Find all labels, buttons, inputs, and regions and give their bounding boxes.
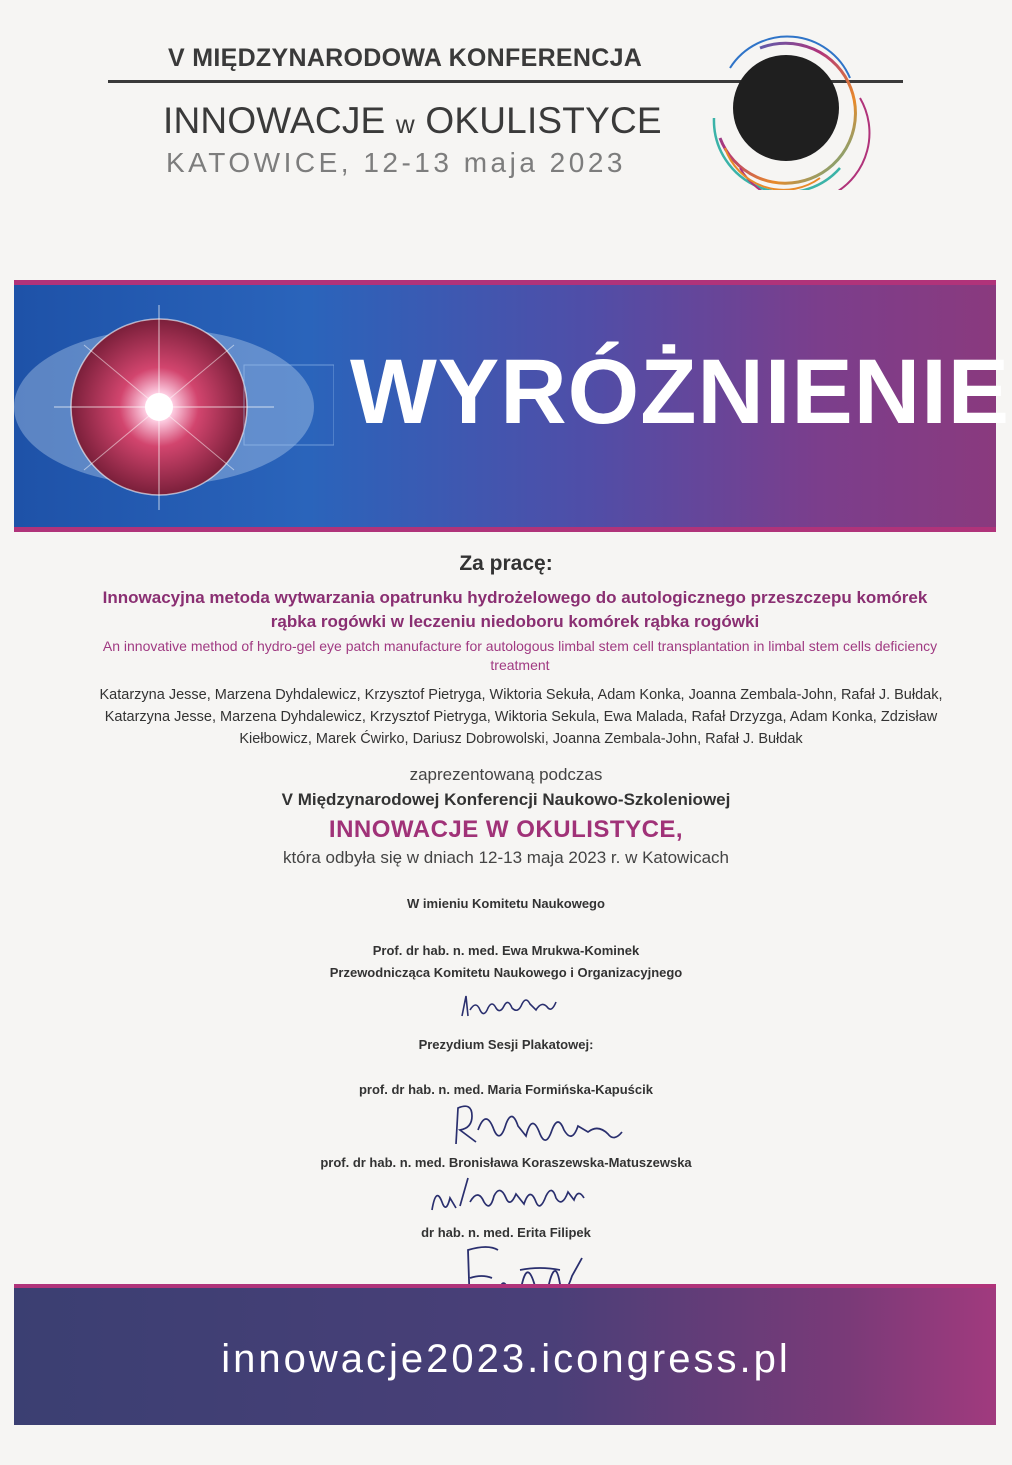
eye-logo-icon bbox=[700, 28, 872, 190]
conference-name-part2: OKULISTYCE bbox=[414, 100, 662, 141]
authors-list: Katarzyna Jesse, Marzena Dyhdalewicz, Krzysztof Pietryga, Wiktoria Sekuła, Adam Konka, Joanna Zembala-John, Rafał J. Bułdak, Katarzyna Jesse, Marzena Dyhdalewicz, Krzysztof Pietryga, Wiktoria Sekula, Ewa Malada, Rafał Drzyzga, Adam Konka, Zdzisław Kiełbowicz, Marek Ćwirko, Dariusz Dobrowolski, Joanna Zembala-John, Rafał J. Bułdak bbox=[99, 687, 943, 747]
conference-website-url: innowacje2023.icongress.pl bbox=[221, 1337, 791, 1381]
conference-full-name: V Międzynarodowej Konferencji Naukowo-Szkoleniowej bbox=[281, 790, 731, 809]
work-title-english: An innovative method of hydro-gel eye patch manufacture for autologous limbal stem cell transplantation in limbal stem cells deficiency treatment bbox=[102, 638, 938, 673]
conference-dates-place: która odbyła się w dniach 12-13 maja 2023 r. w Katowicach bbox=[282, 848, 730, 867]
signature-member-1-icon bbox=[0, 1100, 1012, 1152]
conference-title: INNOWACJE W OKULISTYCE, bbox=[328, 816, 684, 843]
banner-top-stripe bbox=[14, 280, 996, 285]
award-title: WYRÓŻNIENIE bbox=[350, 341, 1011, 443]
presidium-member-1: prof. dr hab. n. med. Maria Formińska-Kapuścik bbox=[358, 1082, 653, 1097]
presidium-member-3: dr hab. n. med. Erita Filipek bbox=[421, 1225, 591, 1240]
conference-name-part1: INNOWACJE bbox=[163, 100, 396, 141]
banner-bottom-stripe bbox=[14, 527, 996, 532]
signature-member-2-icon bbox=[0, 1172, 1012, 1216]
committee-heading: W imieniu Komitetu Naukowego bbox=[407, 896, 605, 911]
conference-edition-heading: V MIĘDZYNARODOWA KONFERENCJA bbox=[168, 44, 643, 72]
chair-role: Przewodnicząca Komitetu Naukowego i Organizacyjnego bbox=[329, 965, 683, 980]
work-title-polish: Innowacyjna metoda wytwarzania opatrunku hydrożelowego do autologicznego przeszczepu komórek rąbka rogówki w leczeniu niedoboru komórek rąbka rogówki bbox=[102, 588, 928, 631]
poster-session-heading: Prezydium Sesji Plakatowej: bbox=[418, 1037, 594, 1052]
eye-artwork-icon bbox=[14, 285, 334, 527]
chair-name: Prof. dr hab. n. med. Ewa Mrukwa-Kominek bbox=[372, 943, 640, 958]
for-work-label: Za pracę: bbox=[459, 552, 553, 575]
conference-name-w: w bbox=[395, 109, 415, 139]
presented-at-label: zaprezentowaną podczas bbox=[409, 765, 603, 784]
conference-name-heading bbox=[163, 100, 662, 142]
presidium-member-2: prof. dr hab. n. med. Bronisława Koraszewska-Matuszewska bbox=[320, 1155, 692, 1170]
footer-top-stripe bbox=[14, 1284, 996, 1288]
conference-location-date: KATOWICE, 12-13 maja 2023 bbox=[166, 147, 626, 178]
signature-chair-icon bbox=[0, 990, 1012, 1024]
